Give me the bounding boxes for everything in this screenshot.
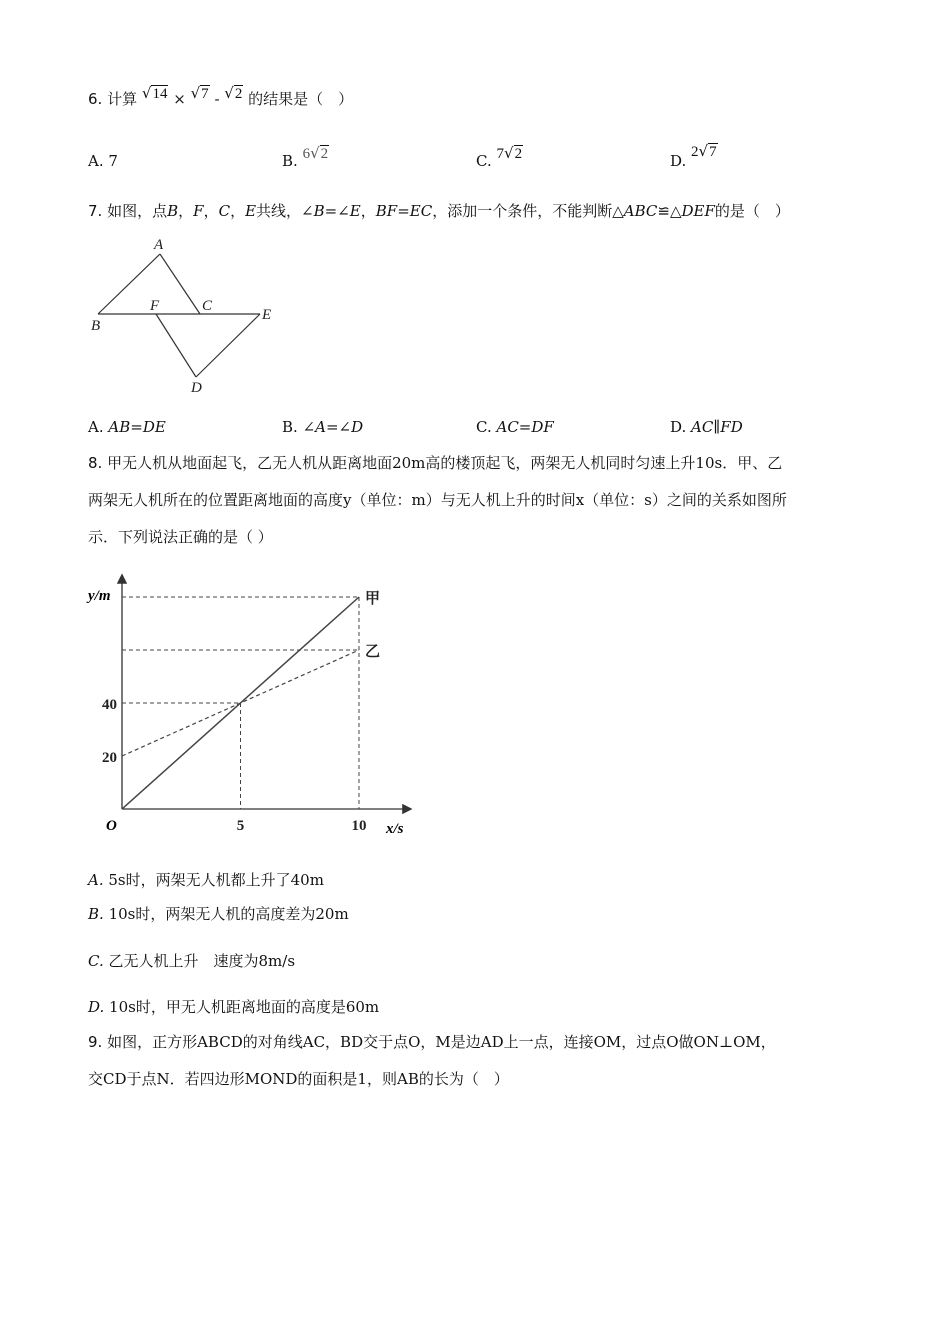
q6-sqrt-c: √2 [224, 84, 243, 102]
q8-option-c: C. 乙无人机上升 速度为8m/s [88, 952, 296, 970]
x-axis-label: x/s [386, 821, 404, 837]
q6-stem: 6. 计算 √14 × √7 - √2 的结果是（ ） [88, 84, 354, 108]
q9-stem-line2: 交CD于点N．若四边形MOND的面积是1，则AB的长为（ ） [88, 1070, 509, 1088]
q8-option-d: D. 10s时，甲无人机距离地面的高度是60m [88, 998, 380, 1016]
q7-figure [88, 232, 288, 402]
label-d: D [191, 380, 202, 396]
label-e: E [262, 307, 272, 323]
series-label-0: 甲 [365, 591, 381, 607]
q8-stem-line1: 8. 甲无人机从地面起飞，乙无人机从距离地面20m高的楼顶起飞，两架无人机同时匀速上升10s．甲、乙 [88, 454, 783, 472]
q7-option-a: A. AB=DE [88, 418, 166, 436]
q6-option-a: A. 7 [88, 152, 118, 170]
q6-sqrt-a: √14 [141, 84, 168, 102]
q8-stem-line3: 示．下列说法正确的是（ ） [88, 528, 273, 546]
label-c: C [202, 298, 213, 314]
x-tick-1: 10 [351, 818, 367, 834]
segment-fd [156, 314, 196, 377]
x-tick-0: 5 [236, 818, 245, 834]
q6-suffix: 的结果是（ ） [248, 90, 354, 108]
q7-number: 7. [88, 202, 103, 220]
q7-option-b: B. ∠A=∠D [282, 418, 364, 436]
q7-option-c: C. AC=DF [476, 418, 554, 436]
series-label-1: 乙 [365, 644, 381, 660]
q9-number: 9. [88, 1033, 103, 1051]
segment-ed [196, 314, 260, 377]
segment-ac [160, 254, 200, 314]
q6-prefix: 计算 [107, 90, 138, 108]
label-f: F [150, 298, 160, 314]
q8-number: 8. [88, 454, 103, 472]
q7-stem: 7. 如图，点B，F，C，E共线，∠B=∠E，BF=EC，添加一个条件，不能判断△ABC≌△DEF的是（ ） [88, 202, 790, 220]
y-axis-label: y/m [88, 588, 111, 604]
label-a: A [154, 237, 164, 253]
q8-stem-line2: 两架无人机所在的位置距离地面的高度y（单位：m）与无人机上升的时间x（单位：s）之间的关系如图所 [88, 491, 787, 509]
origin-label: O [106, 818, 117, 834]
q6-number: 6. [88, 90, 103, 108]
q6-option-c: C. 7√2 [476, 144, 523, 170]
q8-chart [80, 568, 420, 840]
q9-stem-line1: 9. 如图，正方形ABCD的对角线AC，BD交于点O，M是边AD上一点，连接OM，过点O做ON⊥OM， [88, 1033, 776, 1051]
q6-option-b: B. 6√2 [282, 144, 329, 170]
label-b: B [91, 318, 101, 334]
q8-option-b: B. 10s时，两架无人机的高度差为20m [88, 905, 349, 923]
q7-option-d: D. AC∥FD [670, 418, 743, 436]
q6-sqrt-b: √7 [190, 84, 209, 102]
q6-option-d: D. 2√7 [670, 142, 717, 170]
y-tick-0: 20 [102, 750, 117, 766]
q8-option-a: A. 5s时，两架无人机都上升了40m [88, 871, 324, 889]
y-tick-1: 40 [102, 697, 117, 713]
